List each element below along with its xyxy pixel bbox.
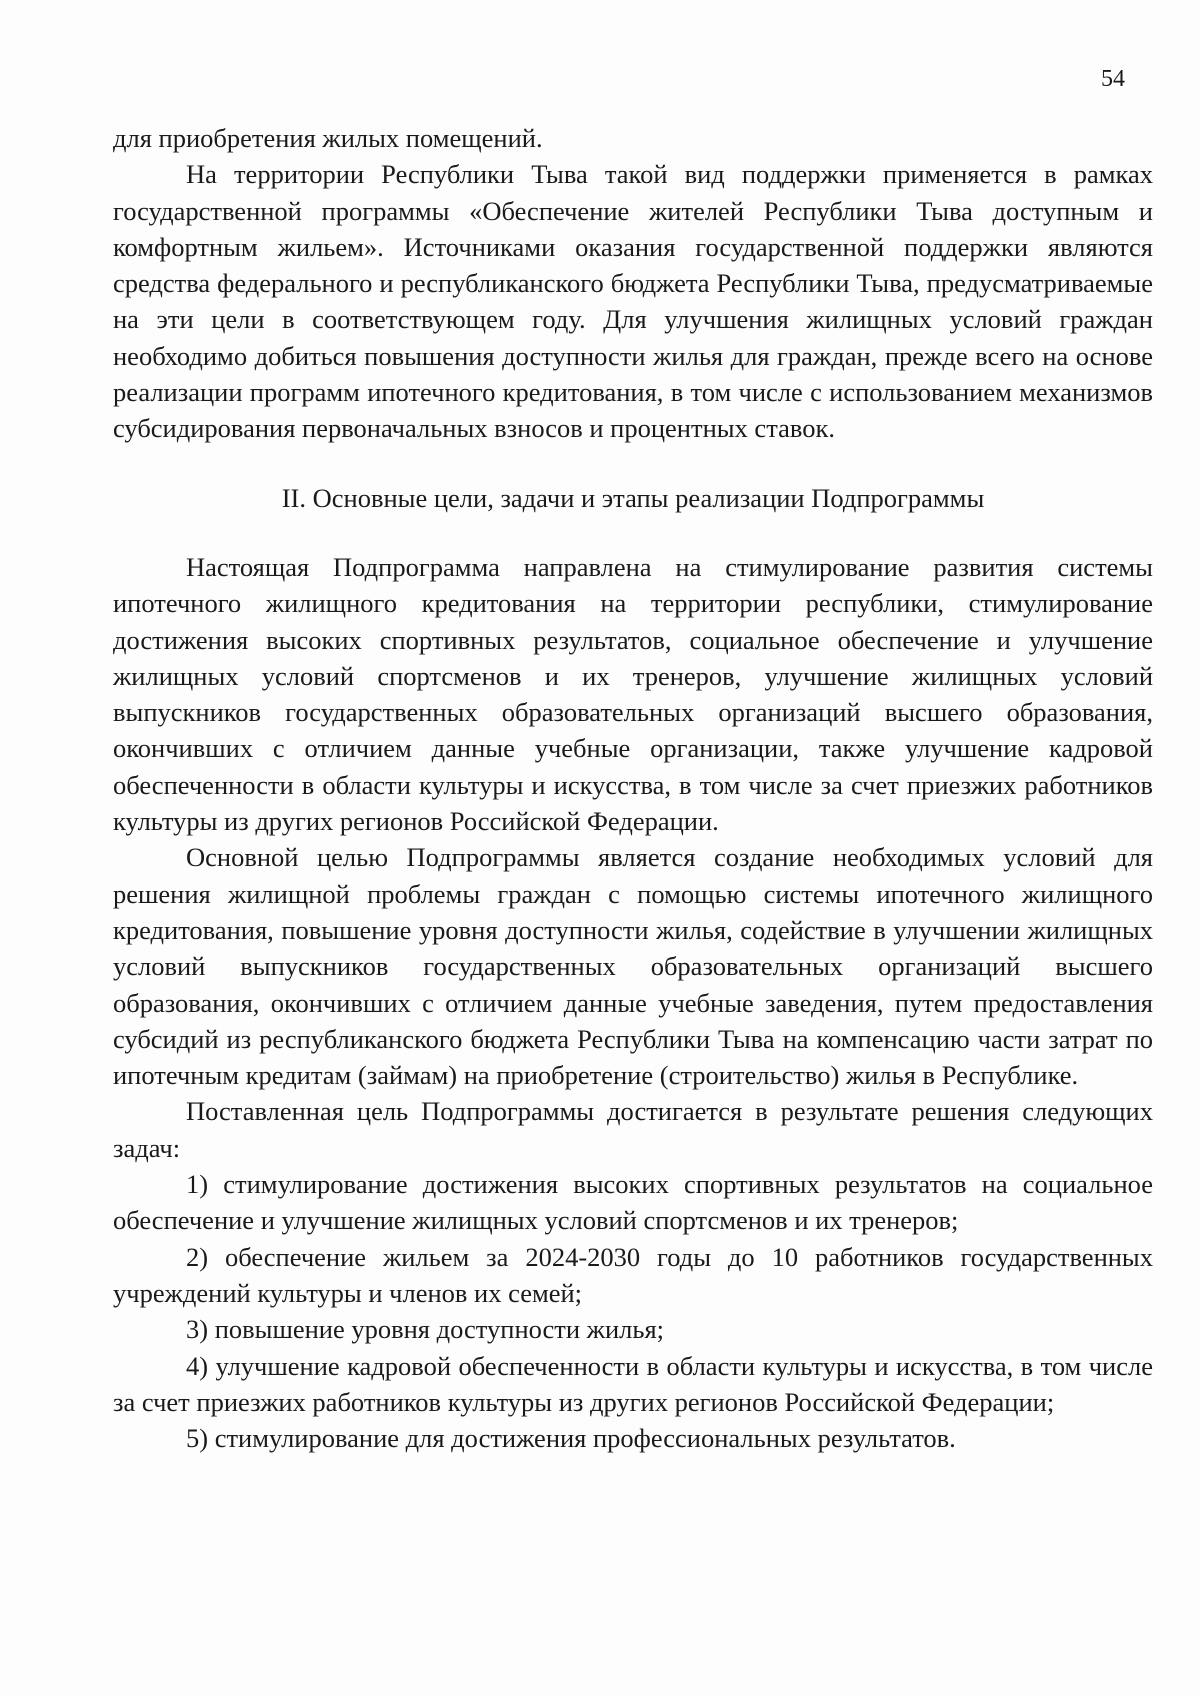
paragraph-main-goal: Основной целью Подпрограммы является создание необходимых условий для решения жилищной проблемы граждан с помощью системы ипотечного жилищного кредитования, повышение уровня доступности жилья, содействие в улучшении жилищных условий выпускников государственных образовательных организаций высшего образования, окончивших с отличием данные учебные заведения, путем предоставления субсидий из республиканского бюджета Республики Тыва на компенсацию части затрат по ипотечным кредитам (займам) на приобретение (строительство) жилья в Республике. <box>113 842 1153 1091</box>
paragraph-subprogram-direction: Настоящая Подпрограмма направлена на стимулирование развития системы ипотечного жилищного кредитования на территории республики, стимулирование достижения высоких спортивных результатов, социальное обеспечение и улучшение жилищных условий спортсменов и их тренеров, улучшение жилищных условий выпускников государственных образовательных организаций высшего образования, окончивших с отличием данные учебные организации, также улучшение кадровой обеспеченности в области культуры и искусства, в том числе за счет приезжих работников культуры из других регионов Российской Федерации. <box>113 551 1153 837</box>
page-number: 54 <box>1101 66 1125 92</box>
task-item: 4) улучшение кадровой обеспеченности в области культуры и искусства, в том числе за счет приезжих работников культуры из других регионов Российской Федерации; <box>113 1350 1153 1417</box>
task-item: 1) стимулирование достижения высоких спортивных результатов на социальное обеспечение и улучшение жилищных условий спортсменов и их тренеров; <box>113 1169 1153 1236</box>
paragraph-tasks-intro: Поставленная цель Подпрограммы достигается в результате решения следующих задач: <box>113 1096 1153 1163</box>
section-heading: II. Основные цели, задачи и этапы реализации Подпрограммы <box>281 482 985 513</box>
paragraph-state-support: На территории Республики Тыва такой вид поддержки применяется в рамках государственной программы «Обеспечение жителей Республики Тыва доступным и комфортным жильем». Источниками оказания государственной поддержки являются средства федерального и республиканского бюджета Республики Тыва, предусматриваемые на эти цели в соответствующем году. Для улучшения жилищных условий граждан необходимо добиться повышения доступности жилья для граждан, прежде всего на основе реализации программ ипотечного кредитования, в том числе с использованием механизмов субсидирования первоначальных взносов и процентных ставок. <box>113 159 1153 444</box>
paragraph-continuation: для приобретения жилых помещений. <box>113 123 543 153</box>
task-item: 2) обеспечение жильем за 2024-2030 годы до 10 работников государственных учреждений культуры и членов их семей; <box>113 1241 1153 1308</box>
document-body <box>113 120 1153 1456</box>
task-item: 3) повышение уровня доступности жилья; <box>186 1314 665 1345</box>
task-item: 5) стимулирование для достижения профессиональных результатов. <box>186 1423 956 1454</box>
